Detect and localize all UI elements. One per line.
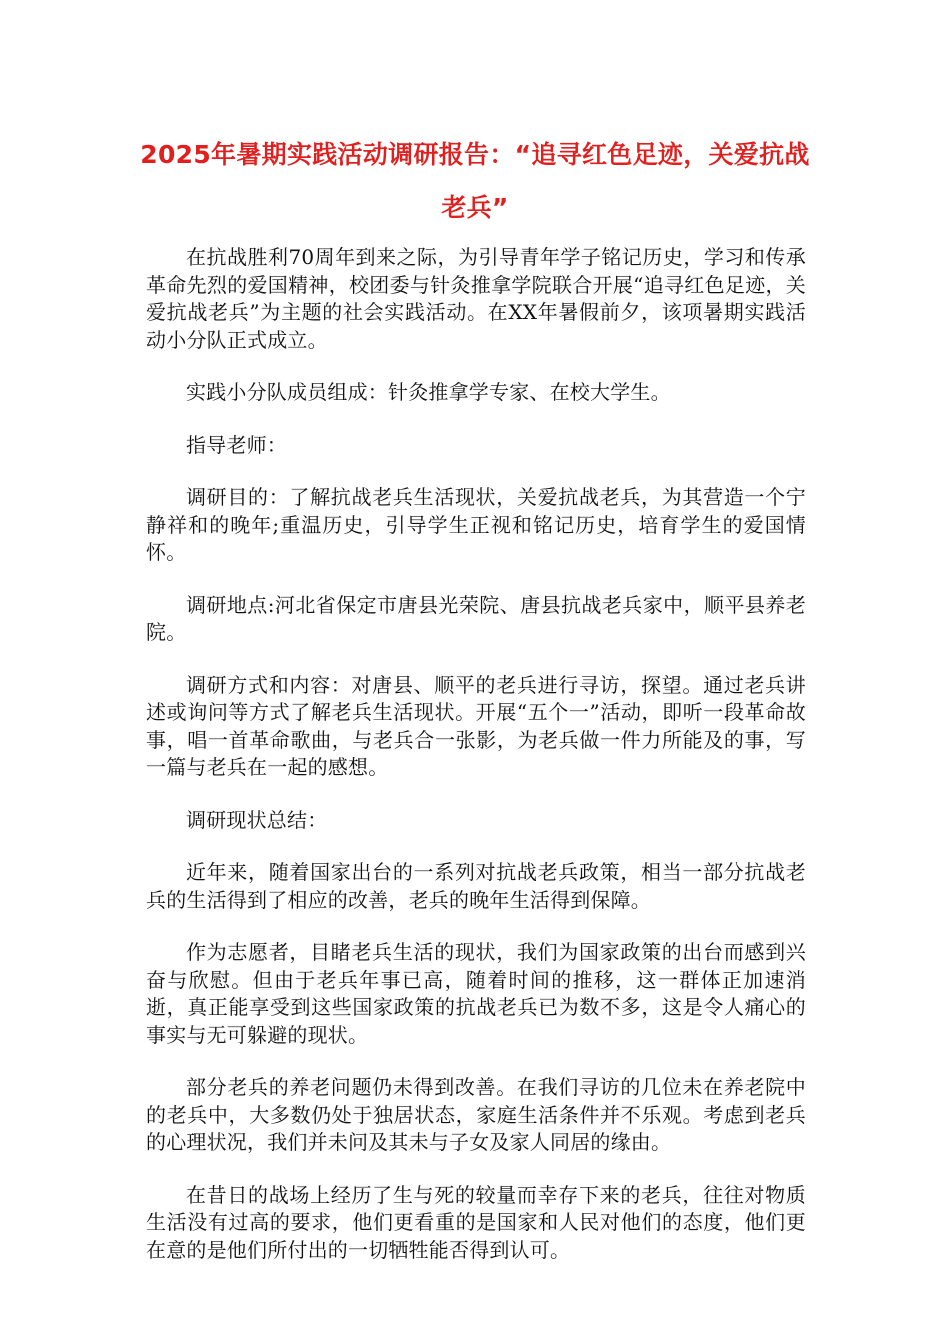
paragraph-summary-2: 作为志愿者，目睹老兵生活的现状，我们为国家政策的出台而感到兴奋与欣慰。但由于老兵年事已高，随着时间的推移，这一群体正加速消逝，真正能享受到这些国家政策的抗战老兵已为数不多，这是令人痛心的事实与无可躲避的现状。 — [146, 940, 806, 1047]
document-body — [146, 244, 806, 1289]
document-title: 2025年暑期实践活动调研报告：“追寻红色足迹，关爱抗战老兵” — [140, 140, 810, 222]
paragraph-summary-1: 近年来，随着国家出台的一系列对抗战老兵政策，相当一部分抗战老兵的生活得到了相应的改善，老兵的晚年生活得到保障。 — [146, 860, 806, 912]
paragraph-method: 调研方式和内容：对唐县、顺平的老兵进行寻访，探望。通过老兵讲述或询问等方式了解老兵生活现状。开展“五个一”活动，即听一段革命故事，唱一首革命歌曲，与老兵合一张影，为老兵做一件力所能及的事，写一篇与老兵在一起的感想。 — [146, 672, 806, 779]
paragraph-team-members: 实践小分队成员组成：针灸推拿学专家、在校大学生。 — [186, 380, 671, 404]
paragraph-summary-3: 部分老兵的养老问题仍未得到改善。在我们寻访的几位未在养老院中的老兵中，大多数仍处于独居状态，家庭生活条件并不乐观。考虑到老兵的心理状况，我们并未问及其未与子女及家人同居的缘由。 — [146, 1075, 806, 1154]
paragraph-summary-heading: 调研现状总结： — [186, 807, 328, 832]
paragraph-summary-4: 在昔日的战场上经历了生与死的较量而幸存下来的老兵，往往对物质生活没有过高的要求，他们更看重的是国家和人民对他们的态度，他们更在意的是他们所付出的一切牺牲能否得到认可。 — [146, 1182, 806, 1262]
paragraph-intro: 在抗战胜利70周年到来之际，为引导青年学子铭记历史，学习和传承革命先烈的爱国精神，校团委与针灸推拿学院联合开展“追寻红色足迹，关爱抗战老兵”为主题的社会实践活动。在XX年暑假前夕，该项暑期实践活动小分队正式成立。 — [146, 245, 806, 352]
paragraph-location: 调研地点:河北省保定市唐县光荣院、唐县抗战老兵家中，顺平县养老院。 — [146, 592, 806, 644]
paragraph-advisor: 指导老师： — [186, 432, 287, 457]
paragraph-purpose: 调研目的：了解抗战老兵生活现状，关爱抗战老兵，为其营造一个宁静祥和的晚年;重温历史，引导学生正视和铭记历史，培育学生的爱国情怀。 — [146, 485, 806, 564]
